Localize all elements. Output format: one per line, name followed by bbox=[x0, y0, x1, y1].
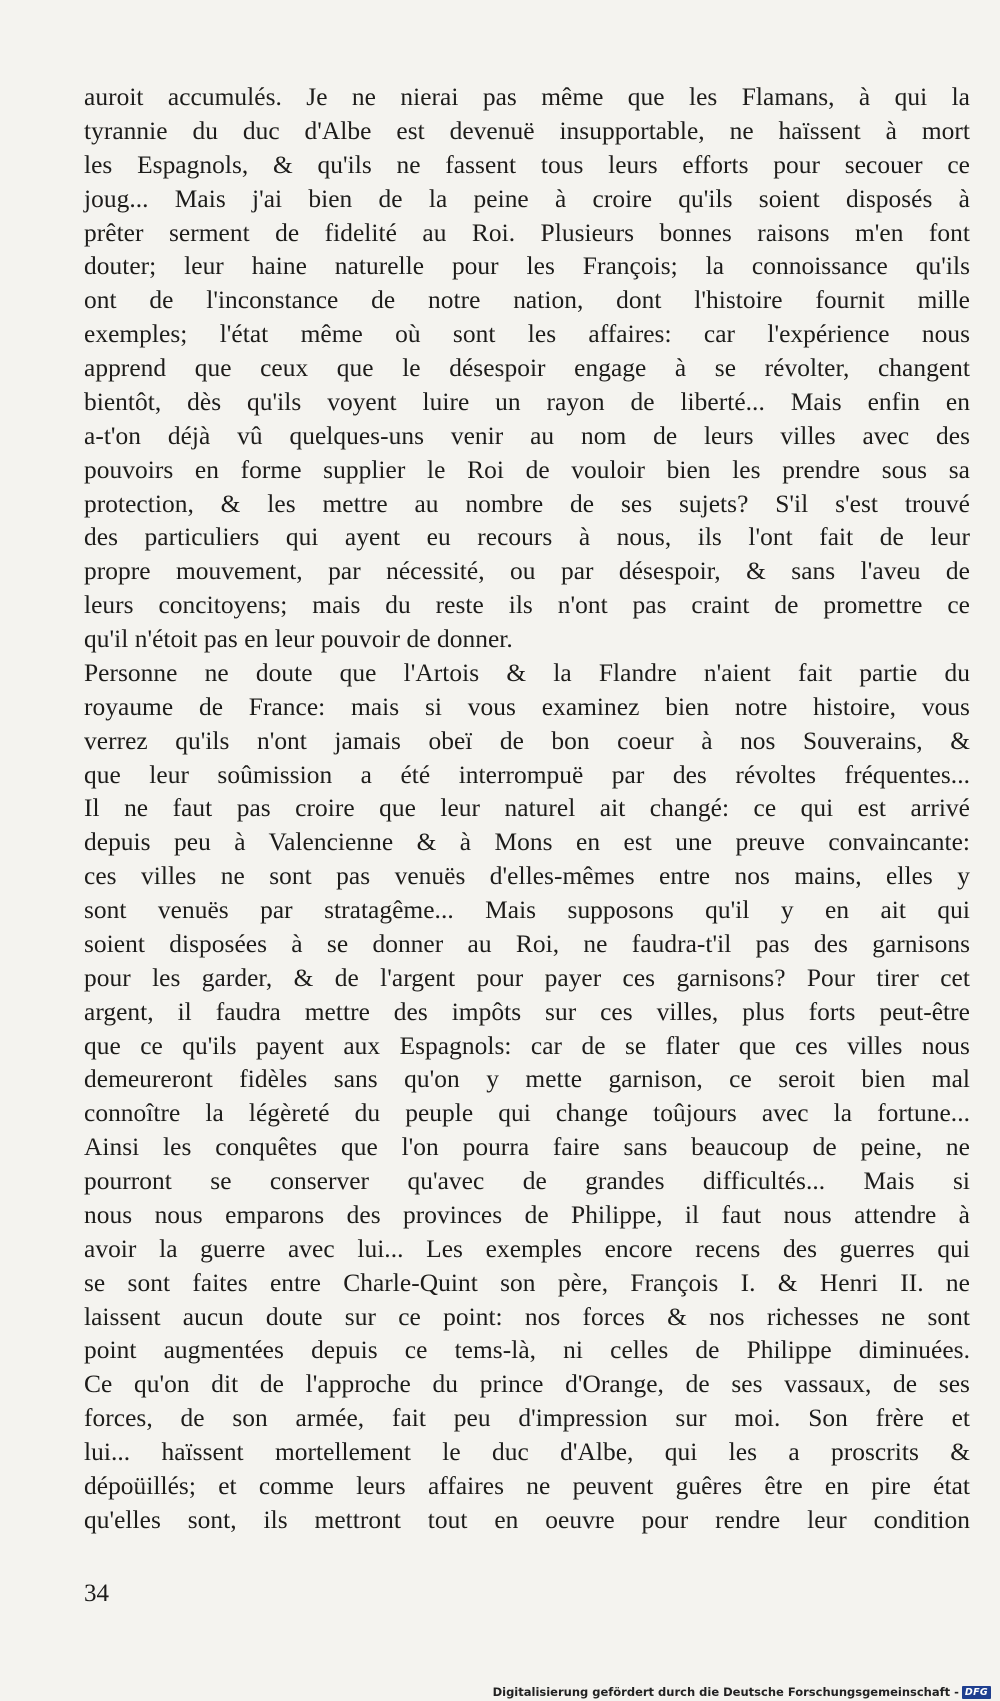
text-line: se sont faites entre Charle-Quint son père, François I. & Henri II. ne bbox=[84, 1268, 970, 1297]
text-line: verrez qu'ils n'ont jamais obeï de bon coeur à nos Souverains, & bbox=[84, 726, 970, 755]
text-line: demeureront fidèles sans qu'on y mette garnison, ce seroit bien mal bbox=[84, 1065, 970, 1094]
text-line: dépoüillés; et comme leurs affaires ne peuvent guêres être en pire état bbox=[84, 1471, 970, 1500]
text-line: leurs concitoyens; mais du reste ils n'ont pas craint de promettre ce bbox=[84, 591, 970, 620]
text-line: protection, & les mettre au nombre de ses sujets? S'il s'est trouvé bbox=[84, 489, 970, 518]
text-line: ont de l'inconstance de notre nation, dont l'histoire fournit mille bbox=[84, 286, 970, 315]
page-number: 34 bbox=[84, 1580, 109, 1607]
digitization-credit bbox=[493, 1685, 991, 1699]
text-line: exemples; l'état même où sont les affaires: car l'expérience nous bbox=[84, 320, 970, 349]
text-line: point augmentées depuis ce tems-là, ni celles de Philippe diminuées. bbox=[84, 1336, 970, 1365]
text-line: que ce qu'ils payent aux Espagnols: car de se flater que ces villes nous bbox=[84, 1031, 970, 1060]
text-line: pouvoirs en forme supplier le Roi de vouloir bien les prendre sous sa bbox=[84, 455, 970, 484]
text-line: auroit accumulés. Je ne nierai pas même que les Flamans, à qui la bbox=[84, 83, 970, 111]
text-line: apprend que ceux que le désespoir engage à se révolter, changent bbox=[84, 354, 970, 382]
text-line: Personne ne doute que l'Artois & la Flandre n'aient fait partie du bbox=[84, 658, 970, 687]
text-line: pourront se conserver qu'avec de grandes difficultés... Mais si bbox=[84, 1167, 970, 1195]
text-line: douter; leur haine naturelle pour les François; la connoissance qu'ils bbox=[84, 252, 970, 281]
text-line: bientôt, dès qu'ils voyent luire un rayon de liberté... Mais enfin en bbox=[84, 387, 970, 416]
text-line: sont venuës par stratagême... Mais supposons qu'il y en ait qui bbox=[84, 896, 970, 924]
text-line: prêter serment de fidelité au Roi. Plusieurs bonnes raisons m'en font bbox=[84, 218, 970, 247]
text-line: lui... haïssent mortellement le duc d'Albe, qui les a proscrits & bbox=[84, 1438, 970, 1466]
text-line: pour les garder, & de l'argent pour payer ces garnisons? Pour tirer cet bbox=[84, 963, 970, 992]
text-line: argent, il faudra mettre des impôts sur ces villes, plus forts peut-être bbox=[84, 997, 970, 1026]
text-line: que leur soûmission a été interrompuë par des révoltes fréquentes... bbox=[84, 760, 970, 789]
text-line: laissent aucun doute sur ce point: nos forces & nos richesses ne sont bbox=[84, 1302, 970, 1331]
text-line: Ce qu'on dit de l'approche du prince d'Orange, de ses vassaux, de ses bbox=[84, 1370, 970, 1399]
body-text bbox=[84, 81, 970, 1538]
text-line: royaume de France: mais si vous examinez bien notre histoire, vous bbox=[84, 692, 970, 721]
text-line: forces, de son armée, fait peu d'impression sur moi. Son frère et bbox=[84, 1404, 970, 1433]
text-line: connoître la légèreté du peuple qui change toûjours avec la fortune... bbox=[84, 1099, 970, 1128]
text-line: nous nous emparons des provinces de Philippe, il faut nous attendre à bbox=[84, 1200, 970, 1229]
text-line: depuis peu à Valencienne & à Mons en est une preuve convaincante: bbox=[84, 828, 970, 857]
text-line: Ainsi les conquêtes que l'on pourra faire sans beaucoup de peine, ne bbox=[84, 1133, 970, 1162]
dfg-logo: DFG bbox=[962, 1686, 991, 1699]
text-line: joug... Mais j'ai bien de la peine à croire qu'ils soient disposés à bbox=[84, 184, 970, 213]
text-line: avoir la guerre avec lui... Les exemples encore recens des guerres qui bbox=[84, 1234, 970, 1263]
text-line: tyrannie du duc d'Albe est devenuë insupportable, ne haïssent à mort bbox=[84, 116, 970, 145]
paragraph-end-line: qu'il n'étoit pas en leur pouvoir de donner. bbox=[84, 625, 513, 653]
text-line: ces villes ne sont pas venuës d'elles-mêmes entre nos mains, elles y bbox=[84, 862, 970, 891]
text-line: qu'elles sont, ils mettront tout en oeuvre pour rendre leur condition bbox=[84, 1505, 970, 1534]
text-line: propre mouvement, par nécessité, ou par désespoir, & sans l'aveu de bbox=[84, 557, 970, 586]
credit-text: Digitalisierung gefördert durch die Deutsche Forschungsgemeinschaft - bbox=[492, 1685, 959, 1699]
text-line: Il ne faut pas croire que leur naturel ait changé: ce qui est arrivé bbox=[84, 794, 970, 823]
text-line: les Espagnols, & qu'ils ne fassent tous leurs efforts pour secouer ce bbox=[84, 150, 970, 179]
text-line: a-t'on déjà vû quelques-uns venir au nom de leurs villes avec des bbox=[84, 421, 970, 450]
text-line: des particuliers qui ayent eu recours à nous, ils l'ont fait de leur bbox=[84, 523, 970, 552]
text-line: soient disposées à se donner au Roi, ne faudra-t'il pas des garnisons bbox=[84, 929, 970, 958]
